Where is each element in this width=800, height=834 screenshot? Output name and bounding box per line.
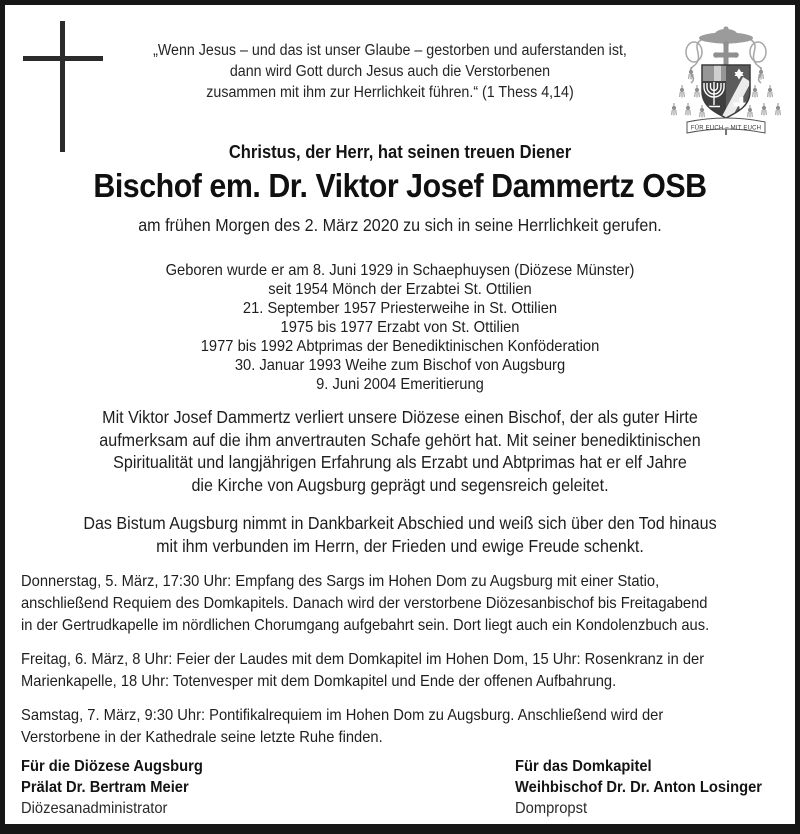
quote-line: zusammen mit ihm zur Herrlichkeit führen.“ (1 Thess 4,14) (206, 84, 574, 101)
signature-name: Weihbischof Dr. Dr. Anton Losinger (515, 779, 763, 796)
farewell-line: mit ihm verbunden im Herrn, der Frieden und ewige Freude schenkt. (156, 535, 644, 556)
signatures (21, 756, 763, 819)
tribute-line: Spiritualität und langjährigen Erfahrung als Erzabt und Abtprimas hat er elf Jahre (113, 452, 687, 472)
schedule-line: anschließend Requiem des Domkapitels. Danach wird der verstorbene Diözesanbischof bis Freitagabend (21, 595, 708, 612)
biography-line: 30. Januar 1993 Weihe zum Bischof von Augsburg (234, 357, 566, 374)
biography-line: 9. Juni 2004 Emeritierung (316, 376, 484, 393)
schedule-line: Marienkapelle, 18 Uhr: Totenvesper mit dem Domkapitel und Ende der offenen Aufbahrung. (21, 673, 617, 690)
biography-block (37, 261, 764, 394)
schedule-line: Samstag, 7. März, 9:30 Uhr: Pontifikalrequiem im Hohen Dom zu Augsburg. Anschließend wird der (21, 707, 664, 724)
tribute-paragraph (37, 406, 764, 496)
biography-line: 21. September 1957 Priesterweihe in St. Ottilien (242, 300, 558, 317)
tribute-line: aufmerksam auf die ihm anvertrauten Schafe gehört hat. Mit seiner benediktinischen (99, 429, 701, 450)
signature-role: Dompropst (515, 800, 588, 817)
schedule-thursday (21, 571, 733, 637)
scripture-quote (27, 40, 754, 103)
farewell-paragraph (37, 512, 764, 557)
funeral-schedule (21, 571, 733, 749)
death-announcement-line: am frühen Morgen des 2. März 2020 zu sich in seine Herrlichkeit gerufen. (138, 215, 662, 235)
quote-line: dann wird Gott durch Jesus auch die Verstorbenen (229, 63, 551, 80)
biography-line: 1977 bis 1992 Abtprimas der Benediktinischen Konföderation (200, 338, 600, 355)
biography-line: seit 1954 Mönch der Erzabtei St. Ottilien (268, 281, 532, 298)
signature-name: Prälat Dr. Bertram Meier (21, 779, 189, 796)
schedule-friday (21, 649, 733, 693)
signature-role: Diözesanadministrator (21, 800, 168, 817)
schedule-line: Donnerstag, 5. März, 17:30 Uhr: Empfang des Sargs im Hohen Dom zu Augsburg mit einer Statio, (21, 573, 660, 590)
tribute-line: die Kirche von Augsburg geprägt und segensreich geleitet. (191, 474, 609, 495)
emblem-banner-text: FÜR EUCH – MIT EUCH (690, 125, 762, 132)
biography-line: 1975 bis 1977 Erzabt von St. Ottilien (280, 319, 520, 336)
schedule-line: Freitag, 6. März, 8 Uhr: Feier der Laudes mit dem Domkapitel im Hohen Dom, 15 Uhr: Rosenkranz in der (21, 651, 705, 668)
schedule-saturday (21, 705, 733, 749)
quote-line: „Wenn Jesus – und das ist unser Glaube – gestorben und auferstanden ist, (153, 42, 627, 59)
signature-for: Für die Diözese Augsburg (21, 758, 203, 775)
signature-cathedral-chapter (515, 756, 762, 819)
signature-for: Für das Domkapitel (515, 758, 652, 775)
biography-line: Geboren wurde er am 8. Juni 1929 in Schaephuysen (Diözese Münster) (165, 262, 635, 279)
intro-line: Christus, der Herr, hat seinen treuen Diener (228, 142, 572, 162)
signature-diocese (21, 756, 515, 819)
schedule-line: Verstorbene in der Kathedrale seine letzte Ruhe finden. (21, 729, 383, 746)
schedule-line: in der Gertrudkapelle im nördlichen Chorumgang aufgebahrt sein. Dort liegt auch ein Kondolenzbuch aus. (21, 617, 710, 634)
tribute-line: Mit Viktor Josef Dammertz verliert unsere Diözese einen Bischof, der als guter Hirte (102, 407, 698, 427)
deceased-name-title: Bischof em. Dr. Viktor Josef Dammertz OSB (93, 167, 707, 204)
farewell-line: Das Bistum Augsburg nimmt in Dankbarkeit Abschied und weiß sich über den Tod hinaus (83, 513, 717, 533)
